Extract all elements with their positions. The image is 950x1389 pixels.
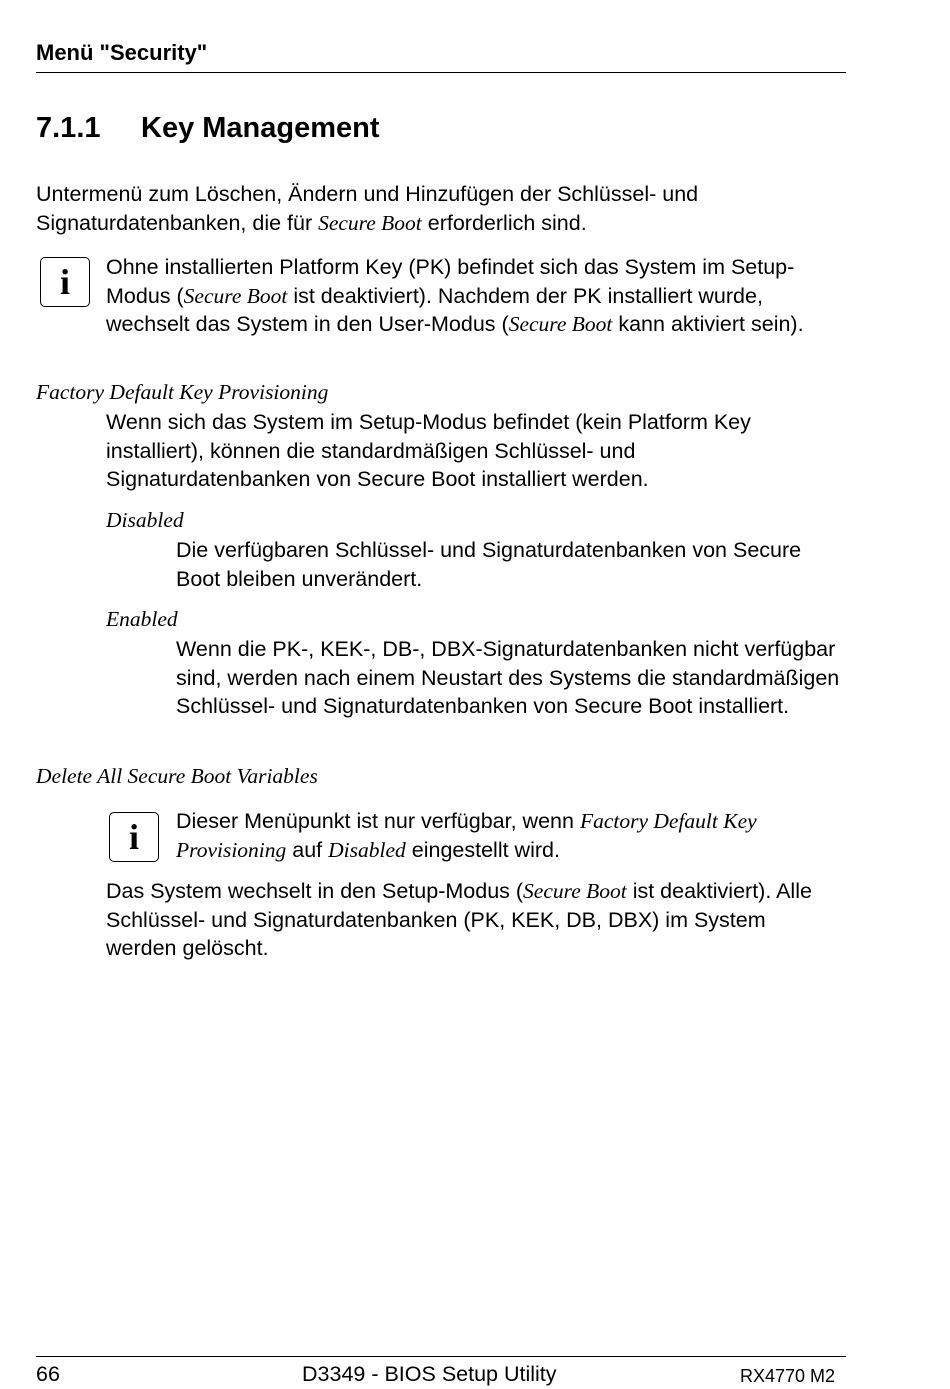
delete-text: ist deaktiviert). Alle Schlüssel- und Signaturdatenbanken (PK, KEK, DB, DBX) im System werden gelöscht. [106, 879, 812, 960]
running-header: Menü "Security" [36, 40, 208, 65]
info-note-1 [106, 253, 848, 339]
option-disabled-description: Die verfügbaren Schlüssel- und Signaturdatenbanken von Secure Boot bleiben unverändert. [176, 538, 802, 591]
term-delete-all: Delete All Secure Boot Variables [36, 764, 318, 788]
info-note-text: ist deaktiviert). Nachdem der PK installiert wurde, wechselt das System in den User-Modus ( [106, 283, 763, 336]
delete-description [106, 877, 841, 963]
term-factory-default: Factory Default Key Provisioning [36, 380, 329, 404]
option-disabled-term: Disabled [106, 508, 184, 532]
section-number: 7.1.1 [36, 112, 101, 144]
info-icon: i [109, 812, 159, 862]
info-note-text: eingestellt wird. [405, 837, 560, 862]
intro-term: Secure Boot [318, 210, 422, 235]
footer-model: RX4770 M2 [740, 1366, 836, 1386]
intro-paragraph [36, 180, 816, 237]
footer-title: D3349 - BIOS Setup Utility [302, 1362, 557, 1386]
option-enabled-description: Wenn die PK-, KEK-, DB-, DBX-Signaturdatenbanken nicht verfügbar sind, werden nach einem Neustart des Systems die standardmäßigen Schlüssel- und Signaturdatenbanken von Secure Boot installiert. [176, 637, 840, 718]
delete-text: Das System wechselt in den Setup-Modus ( [106, 879, 524, 903]
page-number: 66 [36, 1362, 60, 1386]
info-note-term: Disabled [328, 837, 406, 862]
delete-term: Secure Boot [523, 879, 627, 903]
option-enabled-term: Enabled [106, 607, 178, 631]
footer-rule [36, 1356, 846, 1357]
intro-text-end: erforderlich sind. [421, 210, 587, 235]
info-note-text: auf [286, 837, 329, 862]
info-icon: i [40, 257, 90, 307]
info-note-2 [176, 807, 836, 864]
header-rule [36, 72, 846, 73]
info-note-text: kann aktiviert sein). [612, 312, 804, 336]
info-note-text: Dieser Menüpunkt ist nur verfügbar, wenn [176, 809, 580, 833]
intro-text: Untermenü zum Löschen, Ändern und Hinzufügen der Schlüssel- und Signaturdatenbanken, die für [36, 182, 699, 235]
info-note-term: Factory Default Key Provisioning [176, 809, 757, 862]
section-title: Key Management [141, 112, 380, 144]
info-note-term: Secure Boot [183, 283, 288, 308]
info-note-term: Secure Boot [508, 312, 613, 336]
info-note-text: Ohne installierten Platform Key (PK) befindet sich das System im Setup-Modus ( [106, 255, 795, 308]
section-heading [36, 112, 380, 145]
factory-description: Wenn sich das System im Setup-Modus befindet (kein Platform Key installiert), können die standardmäßigen Schlüssel- und Signaturdatenbanken von Secure Boot installiert werden. [106, 410, 751, 491]
